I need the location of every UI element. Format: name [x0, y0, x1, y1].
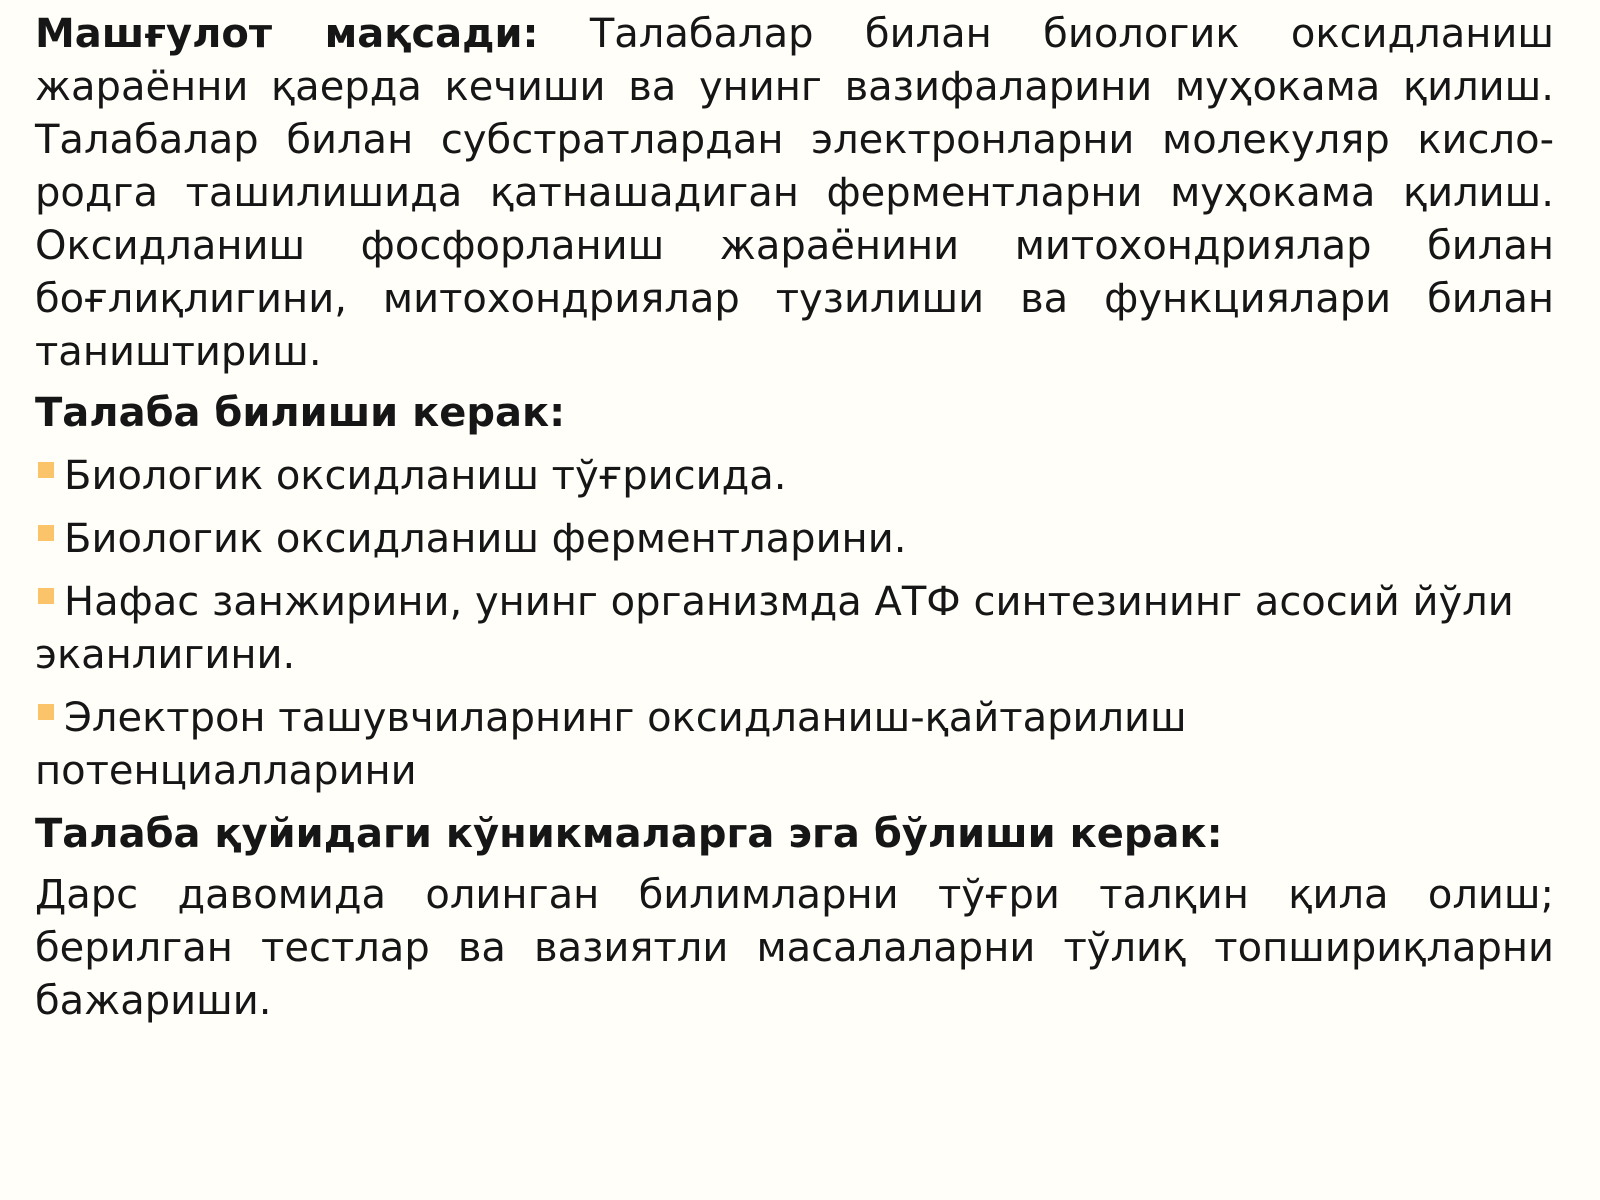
list-item — [35, 513, 1554, 566]
list-item-text: Биологик оксидланиш ферментларини. — [64, 516, 907, 562]
square-bullet-icon — [38, 588, 54, 604]
list-item-text: Биологик оксидланиш тўғрисида. — [64, 453, 787, 499]
square-bullet-icon — [38, 462, 54, 478]
skills-heading: Талаба қуйидаги кўникмаларга эга бўлиши керак: — [35, 811, 1223, 857]
goal-text: Талабалар билан биологик оксидланиш жараённи қаерда кечиши ва унинг вазифаларини муҳокама қилиш. Талабалар билан субстратлардан электронларни молекуляр кисло-родга ташилишида қатнашадиган ферментларни муҳокама қилиш. Оксидланиш фосфорланиш жараёнини митохондриялар билан боғлиқлигини, митохондриялар тузилиши ва функциялари билан таништириш. — [35, 11, 1554, 375]
list-item-text: Нафас занжирини, унинг организмда АТФ синтезининг асосий йўли эканлигини. — [35, 579, 1514, 678]
list-item — [35, 450, 1554, 503]
square-bullet-icon — [38, 704, 54, 720]
list-item — [35, 576, 1554, 682]
knowledge-list — [35, 450, 1554, 798]
skills-paragraph: Дарс давомида олинган билимларни тўғри талқин қила олиш; берилган тестлар ва вазиятли масалаларни тўлиқ топшириқларни бажариши. — [35, 872, 1554, 1024]
list-item-text: Электрон ташувчиларнинг оксидланиш-қайтарилиш потенциалларини — [35, 695, 1187, 794]
goal-paragraph — [35, 8, 1554, 379]
knowledge-heading: Талаба билиши керак: — [35, 390, 566, 436]
list-item — [35, 692, 1554, 798]
goal-label: Машғулот мақсади: — [35, 11, 539, 57]
square-bullet-icon — [38, 525, 54, 541]
